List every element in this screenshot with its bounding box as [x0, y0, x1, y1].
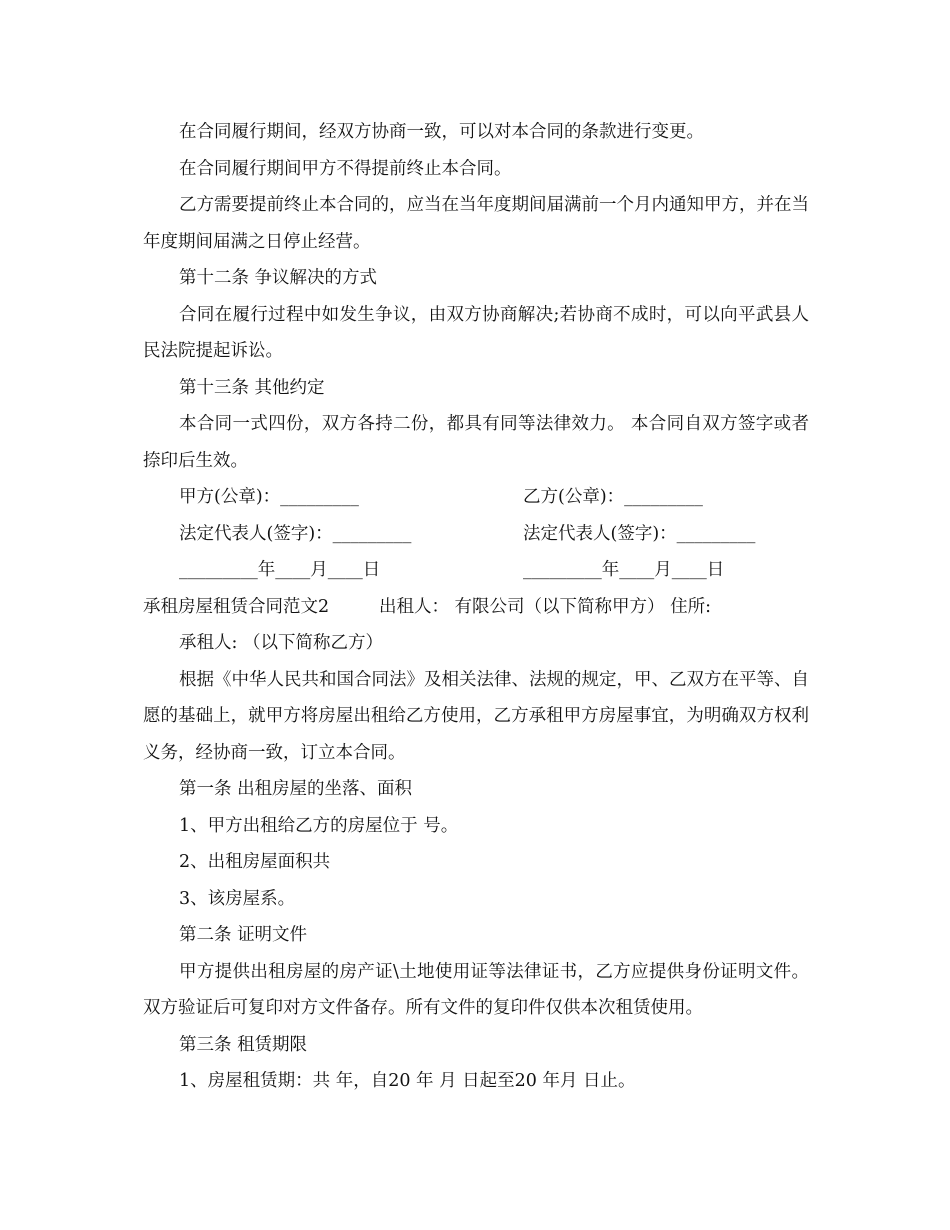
party-a-date-line: _________年____月____日: [179, 560, 381, 580]
party-b-representative-line: 法定代表人(签字)：_________: [523, 523, 756, 544]
article-1-item-2: 2、出租房屋面积共: [179, 852, 331, 872]
signature-row-seal: [143, 479, 809, 516]
party-a-seal-line: 甲方(公章)：_________: [179, 487, 359, 507]
second-contract-title-row: [143, 589, 809, 626]
signature-row-date: [143, 552, 809, 589]
paragraph-copies-effect: 本合同一式四份，双方各持二份，都具有同等法律效力。 本合同自双方签字或者捺印后生效。: [143, 414, 809, 471]
paragraph-dispute-resolution: 合同在履行过程中如发生争议，由双方协商解决;若协商不成时，可以向平武县人民法院提起诉讼。: [143, 304, 809, 361]
second-contract-title: 承租房屋租赁合同范文2: [143, 596, 330, 617]
party-b-seal-line: 乙方(公章)：_________: [523, 487, 703, 507]
article-12-heading: 第十二条 争议解决的方式: [179, 268, 378, 288]
party-b-date-line: _________年____月____日: [523, 560, 725, 580]
paragraph-amend-terms: 在合同履行期间，经双方协商一致，可以对本合同的条款进行变更。: [179, 122, 704, 142]
paragraph-certificates: 甲方提供出租房屋的房产证\土地使用证等法律证书，乙方应提供身份证明文件。双方验证后可复印对方文件备存。所有文件的复印件仅供本次租赁使用。: [143, 961, 809, 1018]
document-body: [143, 114, 809, 1100]
signature-row-representative: [143, 516, 809, 553]
paragraph-legal-basis: 根据《中华人民共和国合同法》及相关法律、法规的规定，甲、乙双方在平等、自愿的基础上，就甲方将房屋出租给乙方使用，乙方承租甲方房屋事宜，为明确双方权利义务，经协商一致，订立本合同。: [143, 669, 809, 763]
party-a-representative-line: 法定代表人(签字)：_________: [179, 523, 412, 544]
lessor-line: 出租人： 有限公司（以下简称甲方） 住所:: [379, 596, 712, 617]
article-2-heading: 第二条 证明文件: [179, 925, 308, 945]
paragraph-no-early-termination: 在合同履行期间甲方不得提前终止本合同。: [179, 158, 512, 179]
lessee-line: 承租人: （以下简称乙方）: [179, 633, 383, 653]
article-1-heading: 第一条 出租房屋的坐落、面积: [179, 779, 413, 799]
article-13-heading: 第十三条 其他约定: [179, 377, 325, 398]
article-3-item-1: 1、房屋租赁期：共 年，自20 年 月 日起至20 年月 日止。: [179, 1071, 636, 1091]
article-1-item-1: 1、甲方出租给乙方的房屋位于 号。: [179, 815, 459, 836]
article-3-heading: 第三条 租赁期限: [179, 1034, 308, 1055]
article-1-item-3: 3、该房屋系。: [179, 888, 296, 909]
paragraph-party-b-termination: 乙方需要提前终止本合同的，应当在当年度期间届满前一个月内通知甲方，并在当年度期间届满之日停止经营。: [143, 195, 809, 252]
